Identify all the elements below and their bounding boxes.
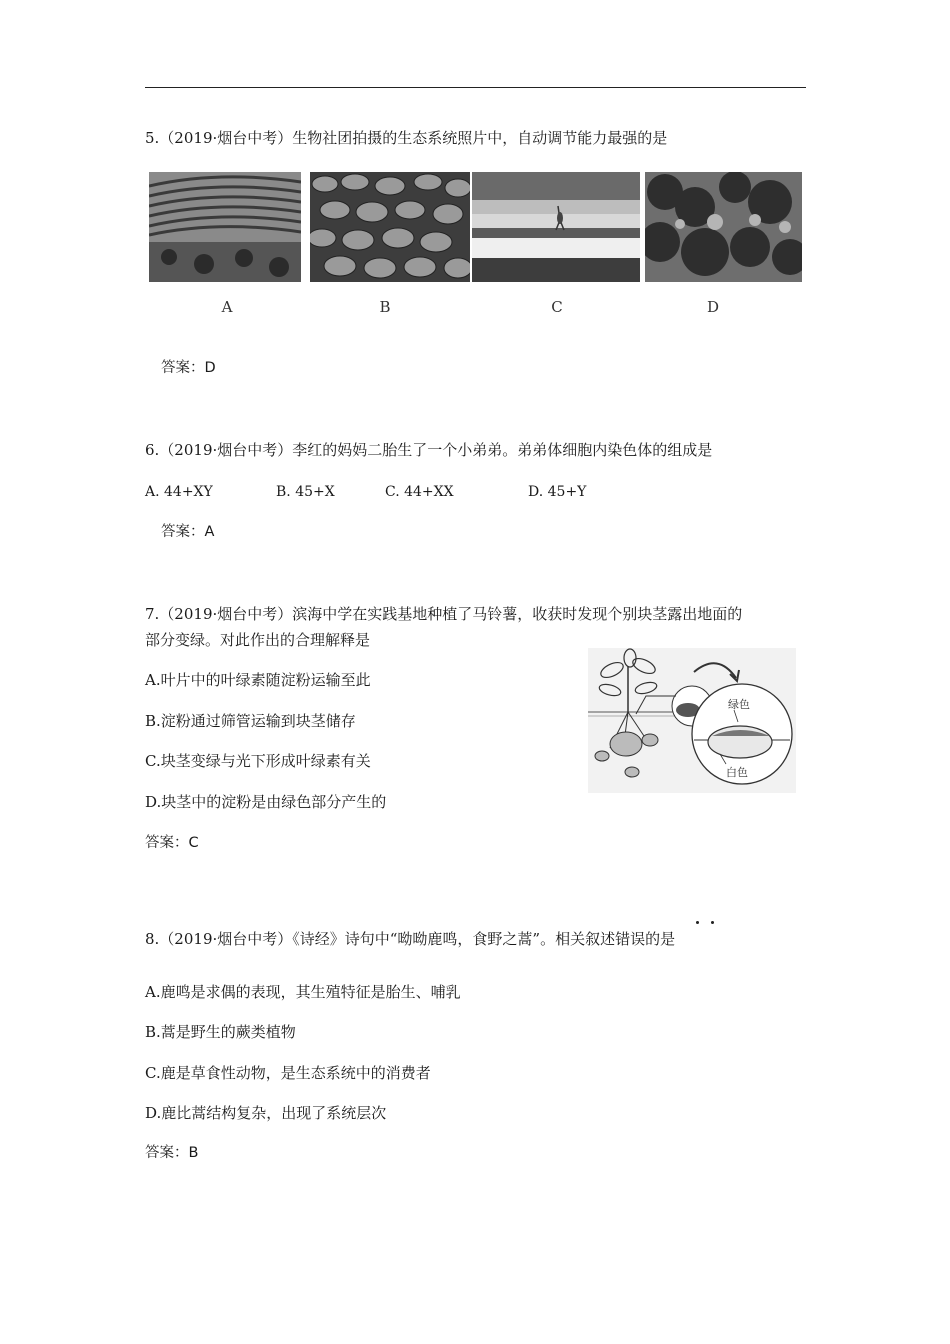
q6-option-a: A. 44+XY: [145, 484, 213, 500]
photo-a-farmland: [149, 172, 301, 282]
photo-d-forest: [645, 172, 802, 282]
photo-label-b: B: [379, 298, 391, 316]
photo-label-c: C: [551, 298, 563, 316]
q7-answer: 答案：C: [145, 835, 199, 851]
emphasis-dot: [711, 921, 714, 924]
photo-label-a: A: [221, 298, 233, 316]
q6-option-d: D. 45+Y: [528, 484, 587, 500]
q7-option-a: A.叶片中的叶绿素随淀粉运输至此: [145, 671, 371, 689]
emphasis-dot: [696, 921, 699, 924]
q7-option-d: D.块茎中的淀粉是由绿色部分产生的: [145, 793, 387, 811]
q6-answer: 答案：A: [161, 524, 215, 540]
q8-option-a: A.鹿鸣是求偶的表现，其生殖特征是胎生、哺乳: [145, 983, 461, 1001]
q8-stem: 8.（2019·烟台中考）《诗经》诗句中“呦呦鹿鸣，食野之蒿”。相关叙述错误的是: [145, 930, 676, 948]
q7-stem-line1: 7.（2019·烟台中考）滨海中学在实践基地种植了马铃薯，收获时发现个别块茎露出地面的: [145, 605, 743, 623]
figure-label-white: 白色: [726, 766, 748, 779]
q7-option-b: B.淀粉通过筛管运输到块茎储存: [145, 712, 356, 730]
potato-plant-figure: [588, 648, 796, 793]
q6-stem: 6.（2019·烟台中考）李红的妈妈二胎生了一个小弟弟。弟弟体细胞内染色体的组成是: [145, 441, 713, 459]
q5-answer: 答案：D: [161, 360, 216, 376]
q5-stem: 5.（2019·烟台中考）生物社团拍摄的生态系统照片中，自动调节能力最强的是: [145, 129, 668, 147]
q6-option-c: C. 44+XX: [385, 484, 454, 500]
figure-label-green: 绿色: [728, 698, 750, 711]
q6-option-b: B. 45+X: [276, 484, 335, 500]
q7-option-c: C.块茎变绿与光下形成叶绿素有关: [145, 752, 371, 770]
photo-b-lily-pond: [310, 172, 470, 282]
q8-option-b: B.蒿是野生的蕨类植物: [145, 1023, 296, 1041]
header-rule: [145, 87, 806, 88]
q7-stem-line2: 部分变绿。对此作出的合理解释是: [145, 631, 371, 649]
q8-option-d: D.鹿比蒿结构复杂，出现了系统层次: [145, 1104, 387, 1122]
q8-option-c: C.鹿是草食性动物，是生态系统中的消费者: [145, 1064, 431, 1082]
q8-answer: 答案：B: [145, 1145, 199, 1161]
photo-label-d: D: [706, 298, 720, 316]
photo-c-wetland-heron: [472, 172, 640, 282]
